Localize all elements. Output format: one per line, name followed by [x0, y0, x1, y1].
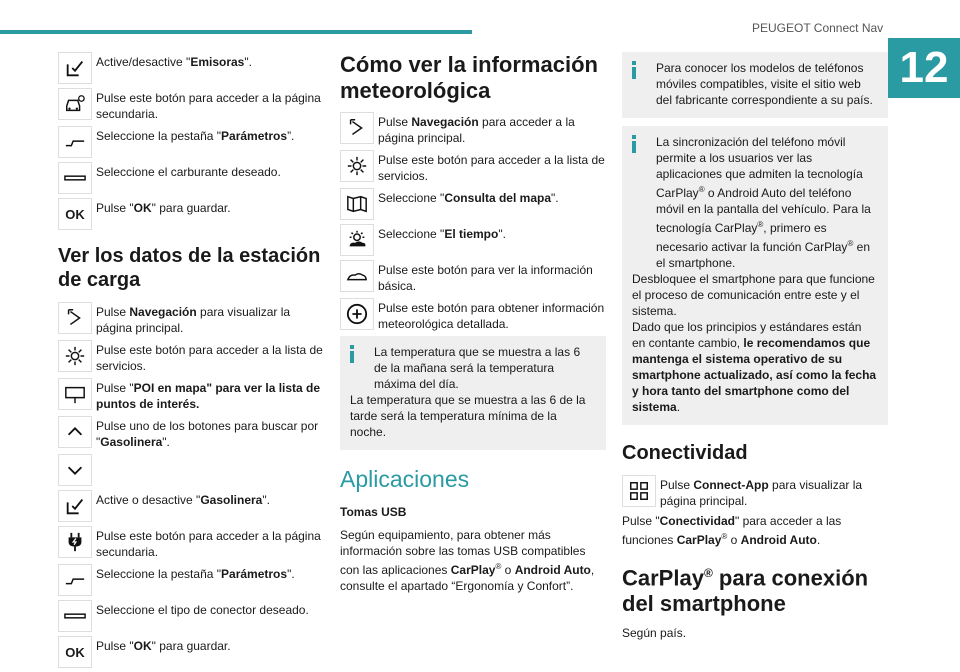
- info-icon: [632, 135, 636, 153]
- note-span: .: [676, 400, 681, 414]
- row-text: Seleccione el tipo de conector deseado.: [96, 603, 309, 617]
- ok-icon: [58, 636, 92, 668]
- row-text-bold: OK: [133, 639, 152, 653]
- instruction-row: [340, 112, 606, 146]
- instruction-text: [96, 416, 324, 450]
- chapter-badge: 12: [888, 38, 960, 98]
- instruction-text: [96, 378, 324, 412]
- instruction-text: [378, 224, 606, 242]
- row-text: Seleccione el carburante deseado.: [96, 165, 281, 179]
- reg-mark: ®: [703, 566, 713, 580]
- tab-icon: [58, 564, 92, 596]
- title-part: para conexión del smartphone: [622, 565, 869, 617]
- row-text-end: " para guardar.: [151, 201, 231, 215]
- row-text-bold: Parámetros: [221, 129, 288, 143]
- para-text: " para acceder a las funciones: [622, 514, 842, 547]
- note-text: Desbloquee el smartphone para que funcione el proceso de comunicación entre este y el sistema.: [632, 272, 875, 318]
- instruction-row: [58, 490, 324, 522]
- header-bar: [0, 30, 472, 34]
- instruction-row: [58, 636, 324, 668]
- row-text: Pulse este botón para obtener información meteorológica detallada.: [378, 301, 605, 331]
- info-note: [622, 52, 888, 118]
- row-text: Pulse ": [96, 381, 134, 395]
- info-icon: [350, 345, 354, 363]
- instruction-text: [378, 112, 606, 146]
- ok-icon: [58, 198, 92, 230]
- instruction-text: [96, 636, 324, 654]
- tab-icon: [58, 126, 92, 158]
- row-text-bold: Connect-App: [693, 478, 769, 492]
- section-title: Conectividad: [622, 442, 748, 464]
- instruction-text: [96, 126, 324, 144]
- instruction-text: [378, 298, 606, 332]
- row-text-end: ”.: [287, 129, 295, 143]
- reg-mark: ®: [698, 185, 705, 194]
- weather-icon: [340, 224, 374, 256]
- para-bold: CarPlay: [676, 533, 722, 547]
- row-text-bold: Gasolinera: [100, 435, 163, 449]
- info-icon: [632, 61, 636, 79]
- country-note: Según país.: [622, 626, 687, 641]
- para-bold: CarPlay: [450, 563, 496, 577]
- row-text-bold: Consulta del mapa: [444, 191, 551, 205]
- chevron-up-icon: [58, 416, 92, 448]
- navigation-icon: [58, 302, 92, 334]
- row-text-end: ".: [498, 227, 506, 241]
- row-text: Pulse este botón para acceder a la página secundaria.: [96, 91, 321, 121]
- check-box-icon: [58, 52, 92, 84]
- row-text: Pulse este botón para acceder a la página secundaria.: [96, 529, 321, 559]
- para-text: Según equipamiento, para obtener más información sobre las tomas USB compatibles con las aplicaciones: [340, 528, 586, 577]
- note-bold: le recomendamos que mantenga el sistema operativo de su smartphone actualizado, así como la fecha y hora tanto del smartphone como del sistema: [632, 336, 877, 414]
- column-2: [340, 52, 606, 602]
- para-text: Pulse ": [622, 514, 660, 528]
- instruction-text: [96, 340, 324, 374]
- reg-mark: ®: [757, 220, 764, 229]
- slot-icon: [58, 162, 92, 194]
- settings-icon: [340, 150, 374, 182]
- plus-circle-icon: [340, 298, 374, 330]
- row-text-bold: Navegación: [129, 305, 197, 319]
- instruction-row: [340, 224, 606, 256]
- instruction-text: [96, 454, 324, 456]
- row-text: Seleccione ": [378, 191, 445, 205]
- note-text: La temperatura que se muestra a las 6 de la tarde será la temperatura mínima de la noche.: [350, 393, 586, 439]
- para-bold: Android Auto: [514, 563, 591, 577]
- row-text: Pulse este botón para acceder a la lista de servicios.: [96, 343, 323, 373]
- map-poi-icon: [58, 378, 92, 410]
- ok-label: OK: [65, 644, 85, 660]
- row-text: Active o desactive ": [96, 493, 201, 507]
- instruction-row: [58, 416, 324, 450]
- row-text: Pulse uno de los botones para buscar por ": [96, 419, 319, 449]
- row-text: Pulse ": [96, 201, 134, 215]
- instruction-row: [340, 188, 606, 220]
- column-1: [58, 52, 324, 672]
- row-text: Pulse este botón para ver la información básica.: [378, 263, 593, 293]
- connectivity-paragraph: [622, 513, 888, 548]
- instruction-text: [378, 260, 606, 294]
- instruction-text: [378, 150, 606, 184]
- row-text: Pulse ": [96, 639, 134, 653]
- row-text-bold: Gasolinera: [200, 493, 263, 507]
- instruction-text: [96, 162, 324, 180]
- car-settings-icon: [58, 88, 92, 120]
- instruction-text: [96, 490, 324, 508]
- note-text: Para conocer los modelos de teléfonos móviles compatibles, visite el sitio web del fabricante correspondiente a su país.: [656, 61, 873, 107]
- section-title: Cómo ver la información meteorológica: [340, 52, 598, 103]
- row-text: Pulse: [378, 115, 412, 129]
- basic-info-icon: [340, 260, 374, 292]
- row-text-end: " para guardar.: [151, 639, 231, 653]
- instruction-row: [58, 52, 324, 84]
- usb-paragraph: [340, 527, 606, 594]
- instruction-row: [340, 260, 606, 294]
- note-span: Dado que los principios y estándares están en contante cambio,: [632, 320, 862, 350]
- row-text-bold: Emisoras: [190, 55, 245, 69]
- row-text-bold: OK: [133, 201, 152, 215]
- instruction-row: [58, 88, 324, 122]
- instruction-text: [96, 88, 324, 122]
- instruction-row: [58, 564, 324, 596]
- instruction-row: [622, 475, 888, 509]
- instruction-row: [58, 378, 324, 412]
- para-bold: Conectividad: [659, 514, 735, 528]
- settings-icon: [58, 340, 92, 372]
- instruction-text: [96, 564, 324, 582]
- note-span: La sincronización del teléfono móvil permite a los usuarios ver las aplicaciones que admiten la tecnología CarPlay: [656, 135, 863, 200]
- chevron-down-icon: [58, 454, 92, 486]
- row-text-bold: POI en mapa" para ver la lista de puntos de interés.: [96, 381, 321, 411]
- row-text: Seleccione ": [378, 227, 445, 241]
- section-title: Ver los datos de la estación de carga: [58, 245, 321, 291]
- note-text: La temperatura que se muestra a las 6 de la mañana será la temperatura máxima del día.: [374, 345, 581, 391]
- note-text: [632, 134, 878, 271]
- page-header-title: PEUGEOT Connect Nav: [752, 21, 884, 35]
- instruction-text: [96, 302, 324, 336]
- slot-icon: [58, 600, 92, 632]
- note-span: en el smartphone.: [656, 240, 871, 270]
- row-text-end: para visualizar la página principal.: [660, 478, 863, 508]
- instruction-row: [58, 198, 324, 230]
- reg-mark: ®: [495, 562, 502, 571]
- instruction-row: [58, 600, 324, 632]
- instruction-text: [96, 52, 324, 70]
- reg-mark: ®: [721, 532, 728, 541]
- row-text-bold: Parámetros: [221, 567, 288, 581]
- navigation-icon: [340, 112, 374, 144]
- para-text: o: [501, 563, 515, 577]
- instruction-row: [340, 150, 606, 184]
- row-text-end: ".: [551, 191, 559, 205]
- instruction-text: [660, 475, 888, 509]
- row-text: Pulse este botón para acceder a la lista de servicios.: [378, 153, 605, 183]
- instruction-text: [96, 600, 324, 618]
- instruction-row: [58, 340, 324, 374]
- para-text: .: [816, 533, 821, 547]
- title-part: CarPlay: [622, 565, 704, 591]
- map-icon: [340, 188, 374, 220]
- row-text-end: para visualizar la página principal.: [96, 305, 291, 335]
- instruction-row: [58, 302, 324, 336]
- row-text-end: ".: [287, 567, 295, 581]
- row-text-bold: Navegación: [411, 115, 479, 129]
- row-text-end: ".: [244, 55, 252, 69]
- instruction-row: [58, 526, 324, 560]
- instruction-text: [96, 526, 324, 560]
- info-note: [340, 336, 606, 450]
- note-text: [632, 319, 878, 415]
- instruction-row: [58, 454, 324, 486]
- instruction-row: [58, 162, 324, 194]
- row-text-bold: El tiempo: [444, 227, 499, 241]
- note-span: , primero es necesario activar la función CarPlay: [656, 221, 848, 254]
- note-span: o Android Auto del teléfono móvil en la pantalla del vehículo. Para la tecnología CarPlay: [656, 186, 871, 235]
- instruction-row: [58, 126, 324, 158]
- row-text: Seleccione la pestaña ": [96, 129, 222, 143]
- row-text: Seleccione la pestaña ": [96, 567, 222, 581]
- row-text-end: para acceder a la página principal.: [378, 115, 575, 145]
- chapter-section-title: Aplicaciones: [340, 466, 470, 492]
- row-text-end: ".: [162, 435, 170, 449]
- para-text: , consulte el apartado “Ergonomía y Confort”.: [340, 563, 595, 593]
- column-3: [622, 52, 888, 649]
- row-text: Active/desactive ": [96, 55, 191, 69]
- row-text: Pulse: [660, 478, 694, 492]
- para-text: o: [727, 533, 741, 547]
- instruction-row: [340, 298, 606, 332]
- apps-grid-icon: [622, 475, 656, 507]
- reg-mark: ®: [847, 239, 854, 248]
- instruction-text: [96, 198, 324, 216]
- row-text-end: ".: [262, 493, 270, 507]
- section-title: [622, 560, 888, 617]
- charge-plug-icon: [58, 526, 92, 558]
- row-text: Pulse: [96, 305, 130, 319]
- instruction-text: [378, 188, 606, 206]
- ok-label: OK: [65, 206, 85, 222]
- info-note: [622, 126, 888, 425]
- check-box-icon: [58, 490, 92, 522]
- subsection-title: Tomas USB: [340, 505, 407, 519]
- para-bold: Android Auto: [740, 533, 817, 547]
